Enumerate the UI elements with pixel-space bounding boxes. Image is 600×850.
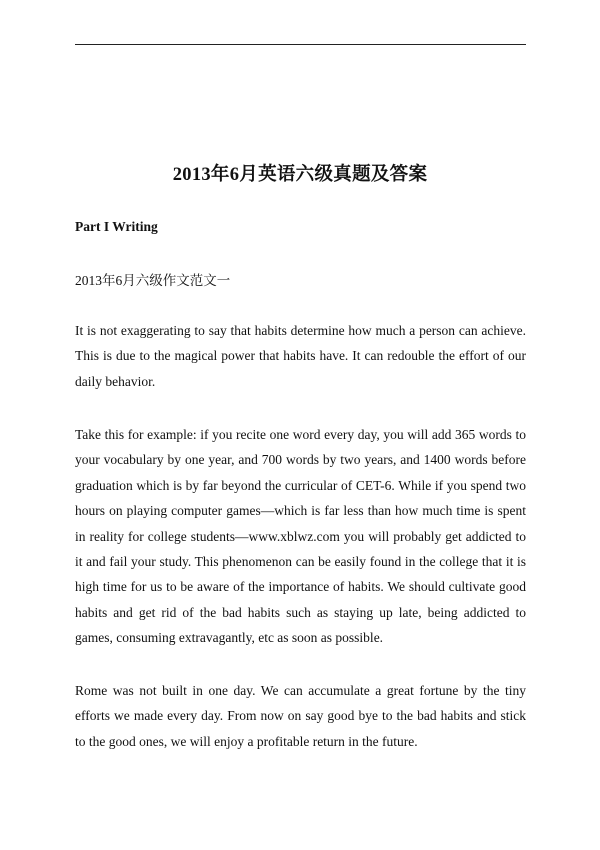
header-divider bbox=[75, 44, 526, 45]
section-heading: Part I Writing bbox=[75, 219, 158, 234]
essay-subheading: 2013年6月六级作文范文一 bbox=[75, 273, 231, 288]
essay-paragraph-1: It is not exaggerating to say that habits determine how much a person can achieve. This is due to the magical power that habits have. It can redouble the effort of our daily behavior. bbox=[75, 323, 526, 389]
essay-paragraph-3: Rome was not built in one day. We can accumulate a great fortune by the tiny efforts we made every day. From now on say good bye to the bad habits and stick to the good ones, we will enjoy a profitable return in the future. bbox=[75, 683, 526, 749]
essay-paragraph-2: Take this for example: if you recite one word every day, you will add 365 words to your vocabulary by one year, and 700 words by two years, and 1400 words before graduation which is by far beyond the curricular of CET-6. While if you spend two hours on playing computer games—which is far less than how much time is spent in reality for college students—www.xblwz.com you will probably get addicted to it and fail your study. This phenomenon can be easily found in the college that it is high time for us to be aware of the importance of habits. We should cultivate good habits and get rid of the bad habits such as staying up late, being addicted to games, consuming extravagantly, etc as soon as possible. bbox=[75, 427, 526, 646]
page-title: 2013年6月英语六级真题及答案 bbox=[172, 165, 428, 185]
